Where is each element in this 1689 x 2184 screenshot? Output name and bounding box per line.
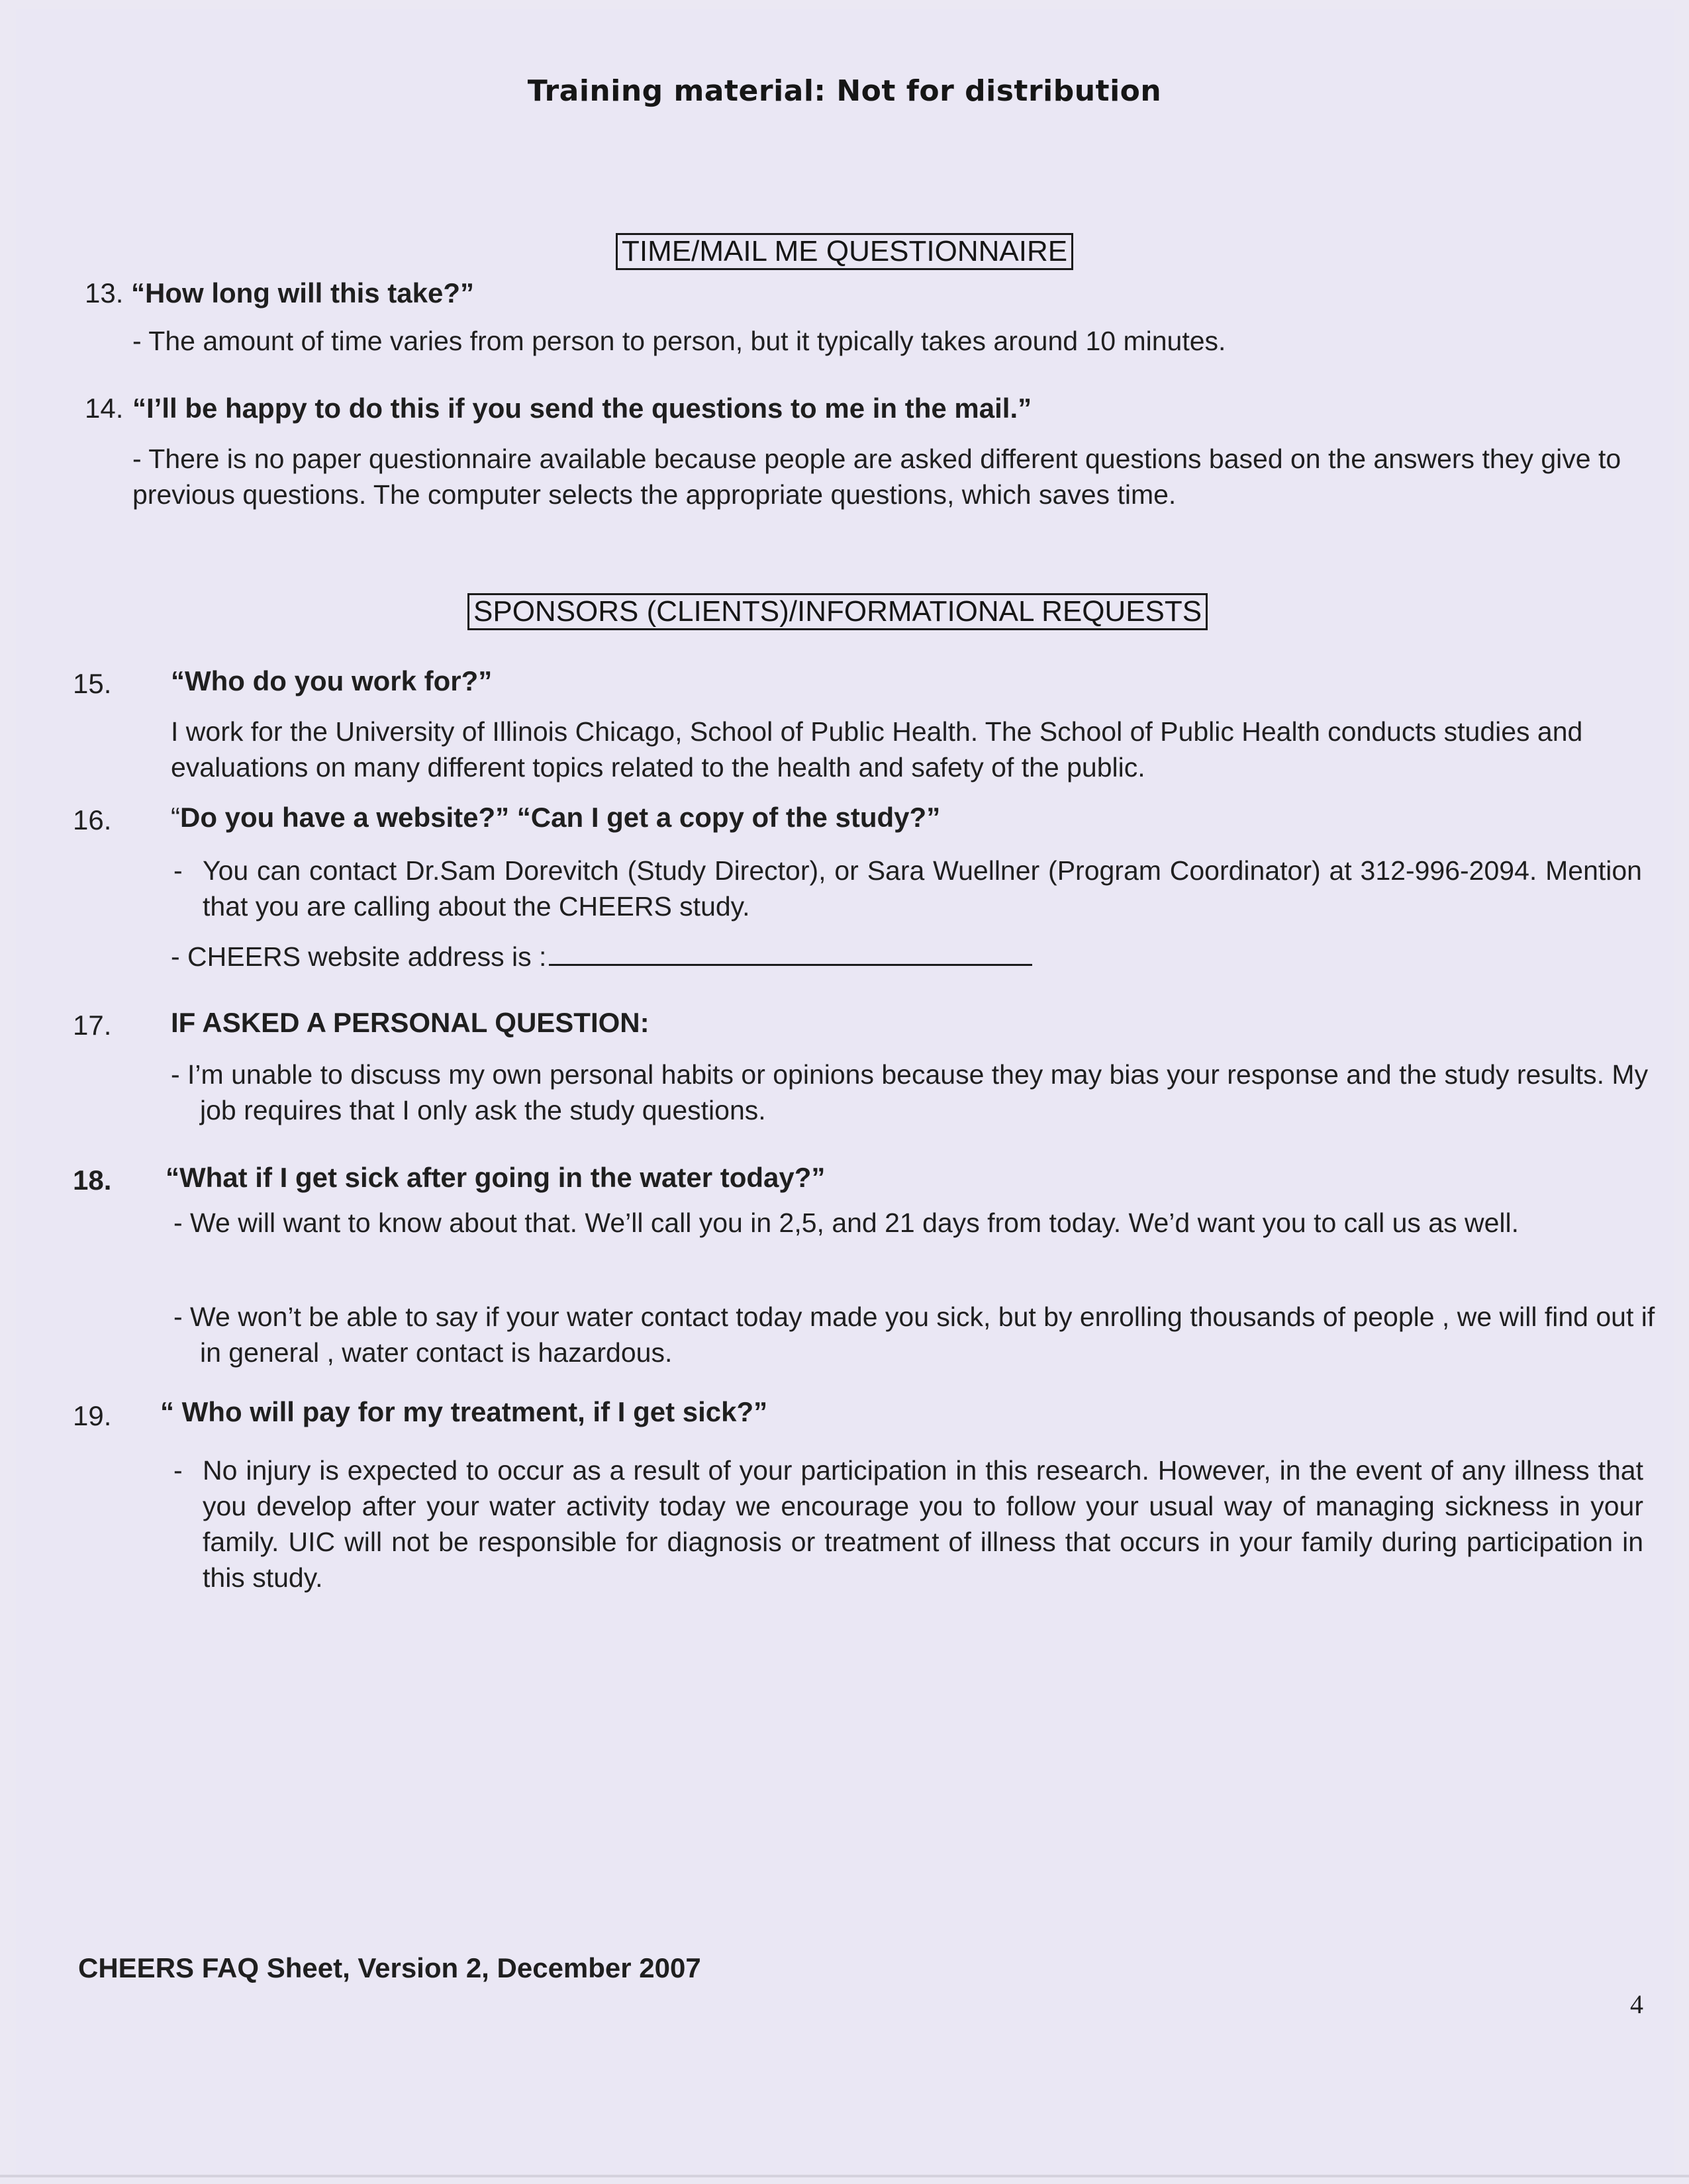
item-number-15: 15. <box>73 668 112 699</box>
answer-19: No injury is expected to occur as a result of your participation in this research. However, in the event of any illness that you develop after your water activity today we encourage you to follow your usual way of managing sickness in your family. UIC will not be responsible for diagnosis or treatment of illness that occurs in your family during participation in this study. <box>203 1455 1643 1593</box>
section-heading-sponsors: SPONSORS (CLIENTS)/INFORMATIONAL REQUESTS <box>467 593 1208 630</box>
answer-15: I work for the University of Illinois Chicago, School of Public Health. The School of Public Health conducts studies and evaluations on many different topics related to the health and safety of the public. <box>171 716 1583 783</box>
question-14: “I’ll be happy to do this if you send the questions to me in the mail.” <box>132 393 1032 424</box>
item-number-13: 13. <box>85 277 124 309</box>
answer-19-dash: - <box>173 1455 183 1486</box>
section-heading-time-mail: TIME/MAIL ME QUESTIONNAIRE <box>616 233 1073 270</box>
answer-14: - There is no paper questionnaire available because people are asked different questions based on the answers they give to previous questions. The computer selects the appropriate questions, which saves time. <box>132 444 1621 510</box>
question-13: “How long will this take?” <box>131 277 475 309</box>
answer-17: - I’m unable to discuss my own personal habits or opinions because they may bias your response and the study results. My job requires that I only ask the study questions. <box>171 1059 1649 1125</box>
item-number-19: 19. <box>73 1400 112 1431</box>
page-number: 4 <box>1630 1989 1643 2019</box>
question-16 <box>171 800 940 835</box>
answer-16-website <box>171 937 1032 974</box>
footer-version: CHEERS FAQ Sheet, Version 2, December 2007 <box>78 1952 701 1983</box>
answer-16-contact: You can contact Dr.Sam Dorevitch (Study Director), or Sara Wuellner (Program Coordinator) at 312-996-2094. Mention that you are calling about the CHEERS study. <box>203 855 1642 922</box>
answer-18-first: - We will want to know about that. We’ll call you in 2,5, and 21 days from today. We’d want you to call us as well. <box>173 1208 1520 1238</box>
question-16-open-quote: “ <box>171 802 180 833</box>
website-blank-line <box>549 937 1032 966</box>
answer-16-dash: - <box>173 855 183 886</box>
bottom-edge <box>0 2175 1689 2177</box>
page-header: Training material: Not for distribution <box>527 74 1162 108</box>
website-label: - CHEERS website address is : <box>171 941 547 972</box>
answer-18-second: - We won’t be able to say if your water contact today made you sick, but by enrolling thousands of people , we will find out if in general , water contact is hazardous. <box>173 1302 1655 1368</box>
question-18: “What if I get sick after going in the water today?” <box>166 1162 826 1193</box>
item-number-17: 17. <box>73 1010 112 1041</box>
item-number-18: 18. <box>73 1164 112 1196</box>
item-number-16: 16. <box>73 804 112 835</box>
question-16-text: Do you have a website?” “Can I get a copy of the study?” <box>180 802 941 833</box>
question-19: “ Who will pay for my treatment, if I get sick?” <box>160 1396 768 1427</box>
question-17: IF ASKED A PERSONAL QUESTION: <box>171 1007 650 1038</box>
question-15: “Who do you work for?” <box>171 665 493 696</box>
item-number-14: 14. <box>85 393 124 424</box>
answer-13: - The amount of time varies from person to person, but it typically takes around 10 minutes. <box>132 326 1226 356</box>
